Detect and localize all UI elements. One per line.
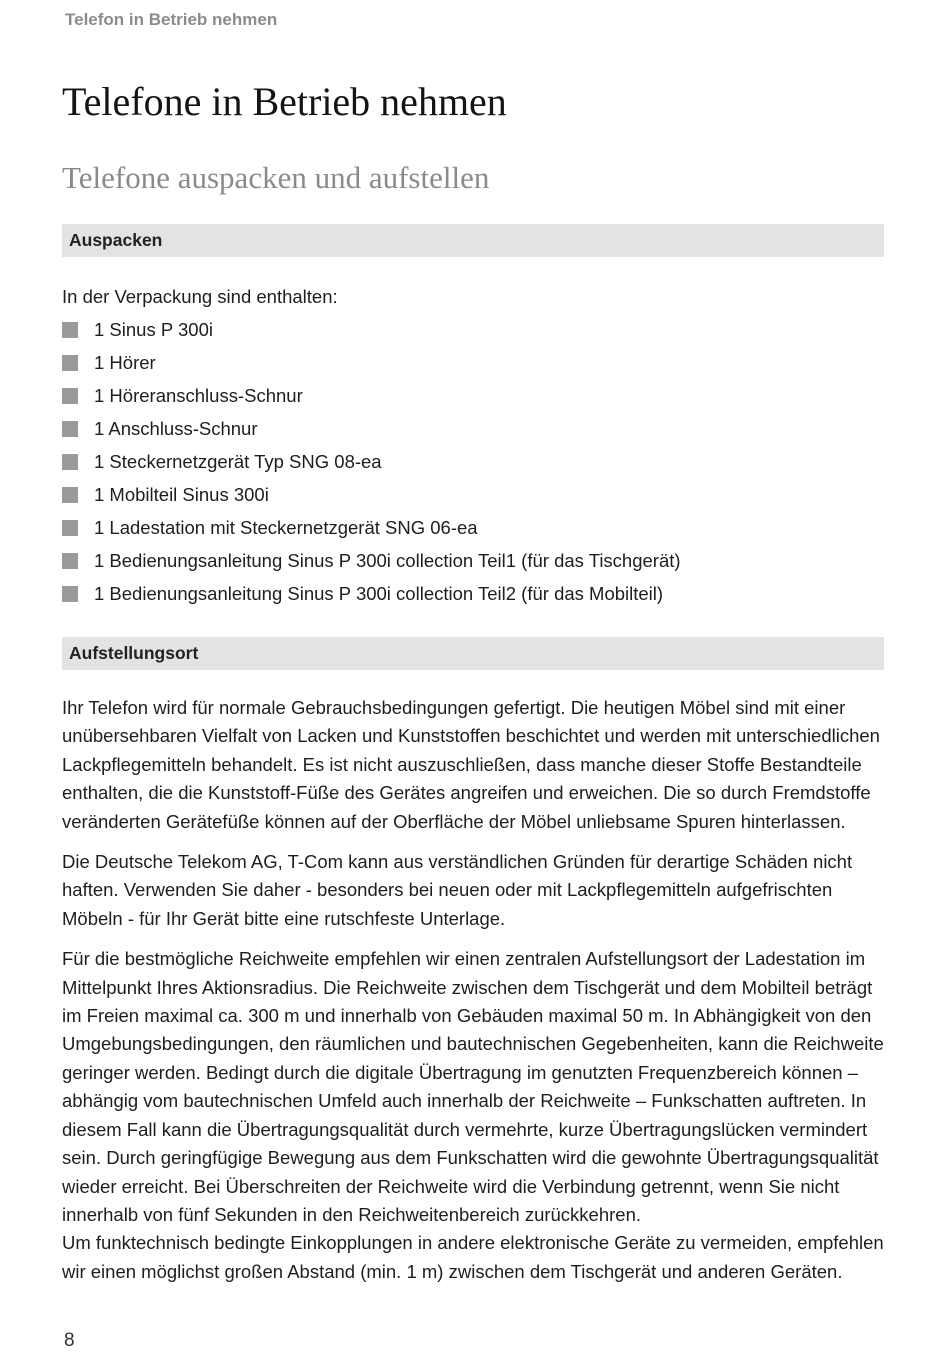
list-item-text: 1 Höreranschluss-Schnur: [94, 385, 303, 406]
list-item: [62, 516, 884, 549]
list-item: [62, 318, 884, 351]
package-contents-intro: In der Verpackung sind enthalten:: [62, 286, 338, 307]
square-bullet-icon: [62, 520, 78, 536]
list-item: [62, 417, 884, 450]
square-bullet-icon: [62, 454, 78, 470]
body-paragraph: Die Deutsche Telekom AG, T-Com kann aus verständlichen Gründen für derartige Schäden nicht haften. Verwenden Sie daher - besonders bei neuen oder mit Lackpflegemitteln aufgefrischten Möbeln - für Ihr Gerät bitte eine rutschfeste Unterlage.: [62, 851, 853, 929]
list-item-text: 1 Anschluss-Schnur: [94, 418, 258, 439]
body-paragraph: Um funktechnisch bedingte Einkopplungen in andere elektronische Geräte zu vermeiden, empfehlen wir einen möglichst großen Abstand (min. 1 m) zwischen dem Tischgerät und anderen Geräten.: [62, 1232, 884, 1282]
subsection-heading-aufstellungsort: Aufstellungsort: [62, 637, 884, 670]
square-bullet-icon: [62, 322, 78, 338]
page-number: 8: [64, 1330, 75, 1351]
body-paragraph: Ihr Telefon wird für normale Gebrauchsbedingungen gefertigt. Die heutigen Möbel sind mit einer unübersehbaren Vielfalt von Lacken und Kunststoffen beschichtet und werden mit unterschiedlichen Lackpflegemitteln behandelt. Es ist nicht auszuschließen, dass manche dieser Stoffe Bestandteile enthalten, die die Kunststoff-Füße des Gerätes angreifen und erweichen. Die so durch Fremdstoffe veränderten Gerätefüße können auf der Oberfläche der Möbel unliebsame Spuren hinterlassen.: [62, 697, 880, 832]
section-title: Telefone auspacken und aufstellen: [62, 160, 490, 195]
list-item: [62, 582, 884, 615]
list-item: [62, 483, 884, 516]
square-bullet-icon: [62, 487, 78, 503]
page-title: Telefone in Betrieb nehmen: [62, 79, 507, 124]
square-bullet-icon: [62, 553, 78, 569]
list-item-text: 1 Mobilteil Sinus 300i: [94, 484, 269, 505]
list-item-text: 1 Steckernetzgerät Typ SNG 08-ea: [94, 451, 382, 472]
list-item-text: 1 Hörer: [94, 352, 156, 373]
list-item: [62, 450, 884, 483]
list-item: [62, 384, 884, 417]
running-header: Telefon in Betrieb nehmen: [65, 10, 278, 29]
square-bullet-icon: [62, 388, 78, 404]
list-item-text: 1 Bedienungsanleitung Sinus P 300i collection Teil2 (für das Mobilteil): [94, 583, 664, 604]
package-contents-list: [62, 318, 884, 615]
list-item-text: 1 Sinus P 300i: [94, 319, 213, 340]
page-content: [62, 78, 884, 1286]
list-item-text: 1 Bedienungsanleitung Sinus P 300i collection Teil1 (für das Tischgerät): [94, 550, 681, 571]
list-item: [62, 549, 884, 582]
body-paragraph: Für die bestmögliche Reichweite empfehlen wir einen zentralen Aufstellungsort der Ladestation im Mittelpunkt Ihres Aktionsradius. Die Reichweite zwischen dem Tischgerät und dem Mobilteil beträgt im Freien maximal ca. 300 m und innerhalb von Gebäuden maximal 50 m. In Abhängigkeit von den Umgebungsbedingungen, den räumlichen und bautechnischen Gegebenheiten, kann die Reichweite geringer werden. Bedingt durch die digitale Übertragung im genutzten Frequenzbereich können – abhängig vom bautechnischen Umfeld auch innerhalb der Reichweite – Funkschatten auftreten. In diesem Fall kann die Übertragungsqualität durch vermehrte, kurze Übertragungslücken vermindert sein. Durch geringfügige Bewegung aus dem Funkschatten wird die gewohnte Übertragungsqualität wieder erreicht. Bei Überschreiten der Reichweite wird die Verbindung getrennt, wenn Sie nicht innerhalb von fünf Sekunden in den Reichweitenbereich zurückkehren.: [62, 948, 884, 1225]
square-bullet-icon: [62, 355, 78, 371]
square-bullet-icon: [62, 586, 78, 602]
subsection-heading-auspacken: Auspacken: [62, 224, 884, 257]
square-bullet-icon: [62, 421, 78, 437]
list-item-text: 1 Ladestation mit Steckernetzgerät SNG 06-ea: [94, 517, 478, 538]
list-item: [62, 351, 884, 384]
